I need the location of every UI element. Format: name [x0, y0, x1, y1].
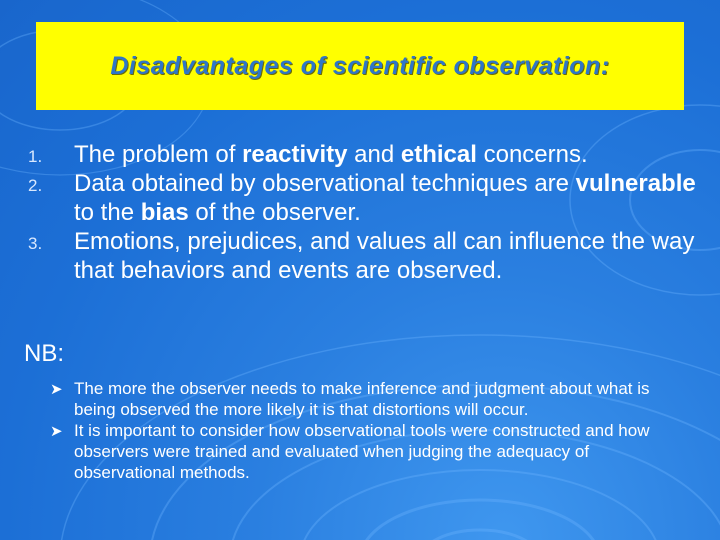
bullet-text: The more the observer needs to make inference and judgment about what is being observed the more likely it is that distortions will occur. — [74, 379, 650, 419]
list-number: 3. — [28, 234, 43, 253]
numbered-list — [24, 140, 704, 285]
list-item — [24, 227, 704, 285]
item-text: and — [347, 141, 401, 168]
item-text: Emotions, prejudices, and values all can influence the way that behaviors and events are observed. — [74, 228, 695, 284]
emphasis-bias: bias — [140, 199, 189, 226]
list-number: 1. — [28, 147, 43, 166]
list-item — [50, 420, 690, 483]
arrowhead-bullet-icon: ➤ — [50, 381, 63, 398]
title-box — [36, 22, 684, 110]
slide-title: Disadvantages of scientific observation: — [110, 51, 610, 80]
emphasis-reactivity: reactivity — [242, 141, 348, 168]
bullet-list — [50, 378, 690, 483]
bullet-text: It is important to consider how observational tools were constructed and how observers were trained and evaluated when judging the adequacy of observational methods. — [74, 421, 650, 482]
list-item — [24, 140, 704, 169]
item-text: The problem of — [74, 141, 243, 168]
item-text: to the — [74, 199, 141, 226]
list-item — [24, 169, 704, 227]
nb-label: NB: — [24, 340, 65, 367]
emphasis-ethical: ethical — [400, 141, 477, 168]
item-text: concerns. — [476, 141, 588, 168]
item-text: Data obtained by observational techniques are — [74, 170, 576, 197]
list-item — [50, 378, 690, 420]
emphasis-vulnerable: vulnerable — [575, 170, 696, 197]
item-text: of the observer. — [188, 199, 361, 226]
list-number: 2. — [28, 176, 43, 195]
arrowhead-bullet-icon: ➤ — [50, 423, 63, 440]
